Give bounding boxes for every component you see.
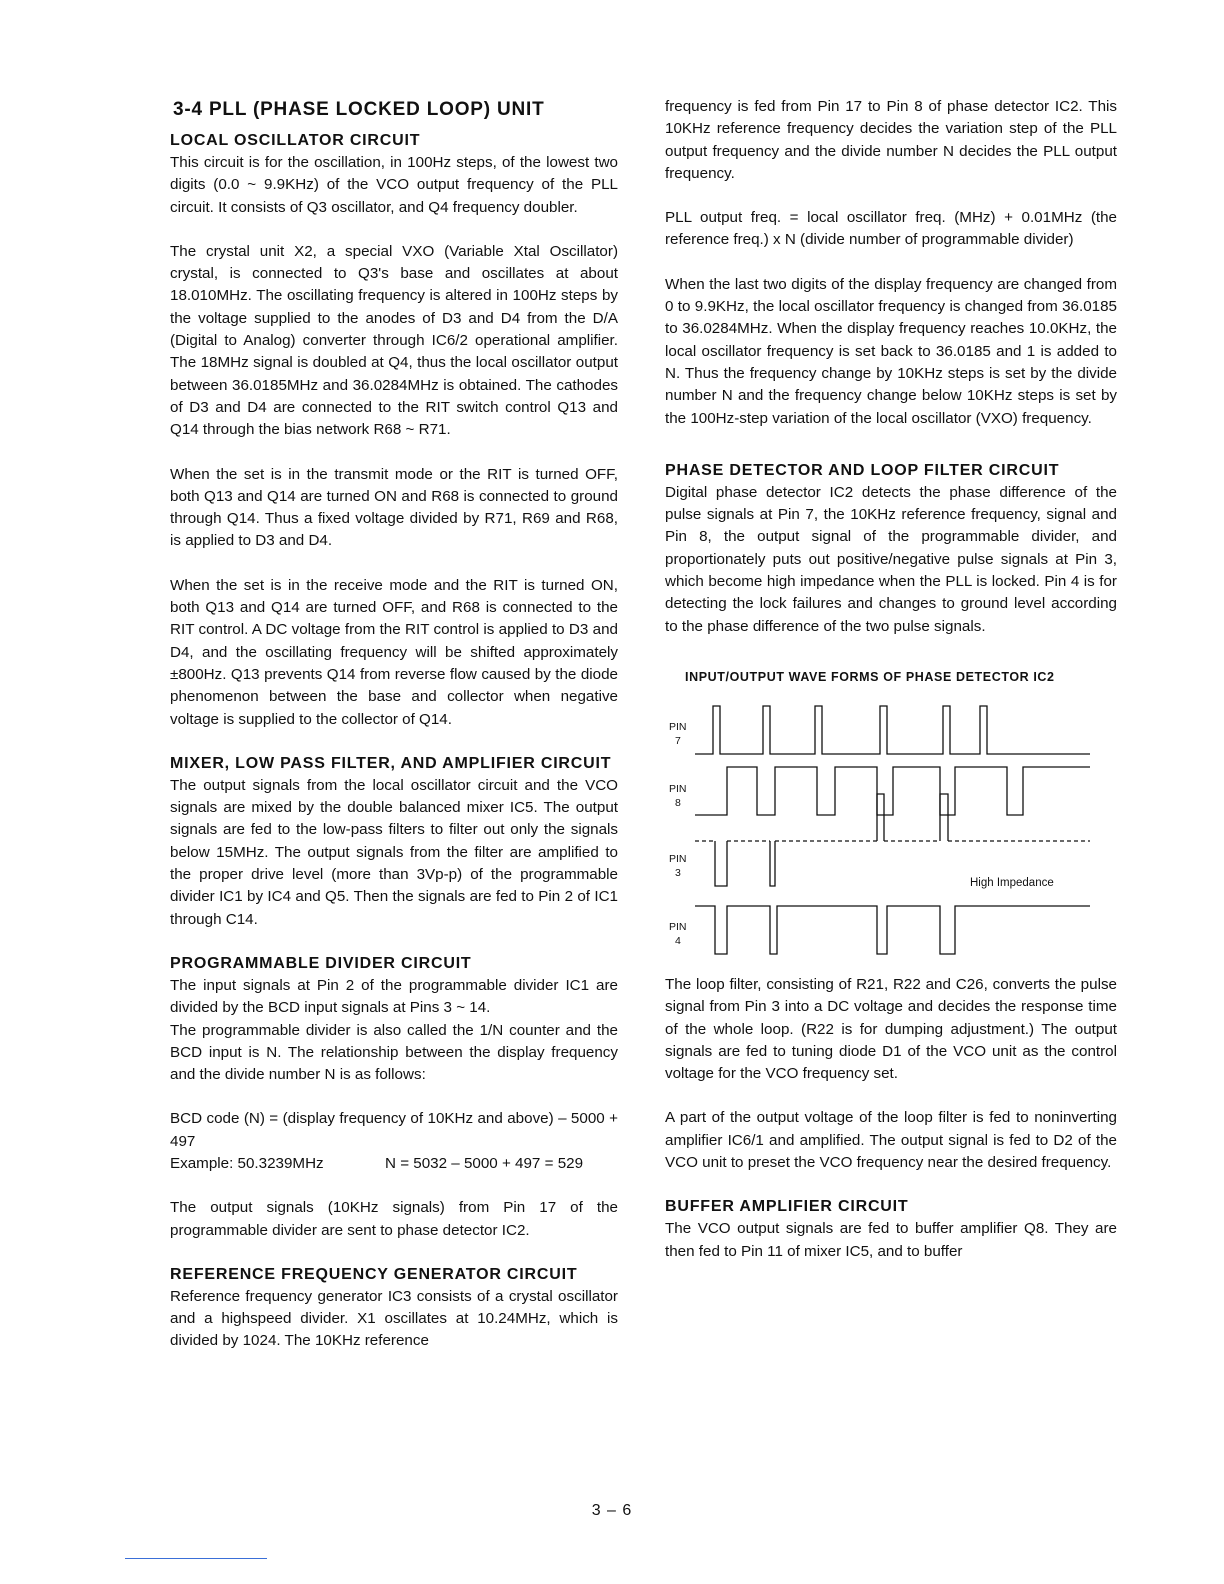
buffer-amplifier-paragraph: The VCO output signals are fed to buffer amplifier Q8. They are then fed to Pin 11 of mixer IC5, and to buffer	[665, 1220, 1117, 1260]
bcd-code-formula: BCD code (N) = (display frequency of 10KHz and above) – 5000 + 497	[170, 1110, 618, 1150]
pin-7-waveform	[695, 706, 1090, 754]
bottom-rule	[125, 1558, 267, 1559]
pin-8-waveform	[695, 767, 1090, 815]
waveform-diagram-title: INPUT/OUTPUT WAVE FORMS OF PHASE DETECTOR IC2	[685, 669, 1055, 684]
programmable-divider-heading: PROGRAMMABLE DIVIDER CIRCUIT	[170, 954, 472, 972]
local-oscillator-paragraph-2: The crystal unit X2, a special VXO (Variable Xtal Oscillator) crystal, is connected to Q3's base and oscillates at about 18.010MHz. The oscillating frequency is altered in 100Hz steps by the voltage supplied to the anodes of D3 and D4 from the D/A (Digital to Analog) converter through IC6/2 operational amplifier. The 18MHz signal is doubled at Q4, thus the local oscillator output between 36.0185MHz and 36.0284MHz is obtained. The cathodes of D3 and D4 are connected to the RIT switch control Q13 and Q14 through the bias network R68 ~ R71.	[170, 242, 618, 439]
pin-7-label: PIN	[669, 720, 687, 733]
phase-detector-paragraph: Digital phase detector IC2 detects the phase difference of the pulse signals at Pin 7, the 10KHz reference frequency, signal and Pin 8, the output signal of the programmable divider, and proportionately puts out positive/negative pulse signals at Pin 3, which become high impedance when the PLL is locked. Pin 4 is for detecting the lock failures and changes to ground level according to the phase difference of the two pulse signals.	[665, 483, 1117, 635]
high-impedance-label: High Impedance	[970, 876, 1054, 889]
pin-3-label: PIN	[669, 852, 687, 865]
pin-4-number: 4	[675, 934, 681, 947]
pin-4-label: PIN	[669, 920, 687, 933]
page-number: 3 – 6	[591, 1502, 633, 1519]
waveform-diagram	[665, 694, 1105, 964]
pin-8-label: PIN	[669, 782, 687, 795]
mixer-heading: MIXER, LOW PASS FILTER, AND AMPLIFIER CIRCUIT	[170, 754, 612, 772]
reference-continuation-paragraph: frequency is fed from Pin 17 to Pin 8 of phase detector IC2. This 10KHz reference frequency decides the variation step of the PLL output frequency and the divide number N decides the PLL output frequency.	[665, 98, 1117, 182]
pin-3-waveform	[877, 794, 948, 841]
pin-3-number: 3	[675, 866, 681, 879]
phase-detector-heading: PHASE DETECTOR AND LOOP FILTER CIRCUIT	[665, 461, 1060, 479]
loop-filter-paragraph-2: A part of the output voltage of the loop filter is fed to noninverting amplifier IC6/1 and amplified. The output signal is fed to D2 of the VCO unit to preset the VCO frequency near the desired frequency.	[665, 1109, 1117, 1172]
programmable-divider-paragraph-2: The programmable divider is also called the 1/N counter and the BCD input is N. The relationship between the display frequency and the divide number N is as follows:	[170, 1021, 618, 1084]
programmable-divider-paragraph-1: The input signals at Pin 2 of the programmable divider IC1 are divided by the BCD input signals at Pins 3 ~ 14.	[170, 976, 618, 1017]
reference-generator-heading: REFERENCE FREQUENCY GENERATOR CIRCUIT	[170, 1265, 578, 1283]
mixer-paragraph-1: The output signals from the local oscillator circuit and the VCO signals are mixed by the double balanced mixer IC5. The output signals are fed to the low-pass filters to filter out only the signals below 15MHz. The output signals from the filter are amplified to the proper drive level (more than 3Vp-p) of the programmable divider IC1 by IC4 and Q5. Then the signals are fed to Pin 2 of IC1 through C14.	[170, 776, 618, 928]
right-column	[665, 96, 1117, 1263]
reference-generator-paragraph-1: Reference frequency generator IC3 consists of a crystal oscillator and a highspeed divider. X1 oscillates at 10.24MHz, which is divided by 1024. The 10KHz reference	[170, 1287, 618, 1350]
pin-4-waveform	[695, 906, 1090, 954]
buffer-amplifier-heading: BUFFER AMPLIFIER CIRCUIT	[665, 1198, 909, 1216]
loop-filter-paragraph-1: The loop filter, consisting of R21, R22 and C26, converts the pulse signal from Pin 3 into a DC voltage and decides the response time of the whole loop. (R22 is for dumping adjustment.) The output signals are fed to tuning diode D1 of the VCO unit as the control voltage for the VCO frequency set.	[665, 975, 1117, 1083]
pll-output-formula: PLL output freq. = local oscillator freq. (MHz) + 0.01MHz (the reference freq.) x N (divide number of programmable divider)	[665, 209, 1117, 249]
example-label: Example: 50.3239MHz	[170, 1154, 324, 1172]
page-title: 3-4 PLL (PHASE LOCKED LOOP) UNIT	[173, 99, 545, 120]
pin-8-number: 8	[675, 796, 681, 809]
pin-7-number: 7	[675, 734, 681, 747]
left-column	[170, 96, 618, 1353]
pin-3-negative-pulses	[715, 841, 775, 886]
display-frequency-paragraph: When the last two digits of the display frequency are changed from 0 to 9.9KHz, the local oscillator frequency is changed from 36.0185 to 36.0284MHz. When the display frequency reaches 10.0KHz, the local oscillator frequency is set back to 36.0185 and 1 is added to N. Thus the frequency change by 10KHz steps is set by the divide number N and the frequency change below 10KHz steps is set by the 100Hz-step variation of the local oscillator (VXO) frequency.	[665, 275, 1117, 427]
local-oscillator-heading: LOCAL OSCILLATOR CIRCUIT	[170, 132, 421, 149]
local-oscillator-paragraph-4: When the set is in the receive mode and the RIT is turned ON, both Q13 and Q14 are turned OFF, and R68 is connected to the RIT control. A DC voltage from the RIT control is applied to D3 and D4, and the oscillating frequency will be shifted approximately ±800Hz. Q13 prevents Q14 from reverse flow caused by the diode phenomenon between the base and collector when negative voltage is supplied to the collector of Q14.	[170, 576, 618, 728]
programmable-divider-paragraph-4: The output signals (10KHz signals) from Pin 17 of the programmable divider are sent to phase detector IC2.	[170, 1199, 618, 1239]
local-oscillator-paragraph-3: When the set is in the transmit mode or the RIT is turned OFF, both Q13 and Q14 are turned ON and R68 is connected to ground through Q14. Thus a fixed voltage divided by R71, R69 and R68, is applied to D3 and D4.	[170, 465, 618, 550]
example-row	[170, 1153, 618, 1175]
example-calculation: N = 5032 – 5000 + 497 = 529	[385, 1154, 584, 1172]
local-oscillator-paragraph-1: This circuit is for the oscillation, in 100Hz steps, of the lowest two digits (0.0 ~ 9.9KHz) of the VCO output frequency of the PLL circuit. It consists of Q3 oscillator, and Q4 frequency doubler.	[170, 154, 618, 216]
